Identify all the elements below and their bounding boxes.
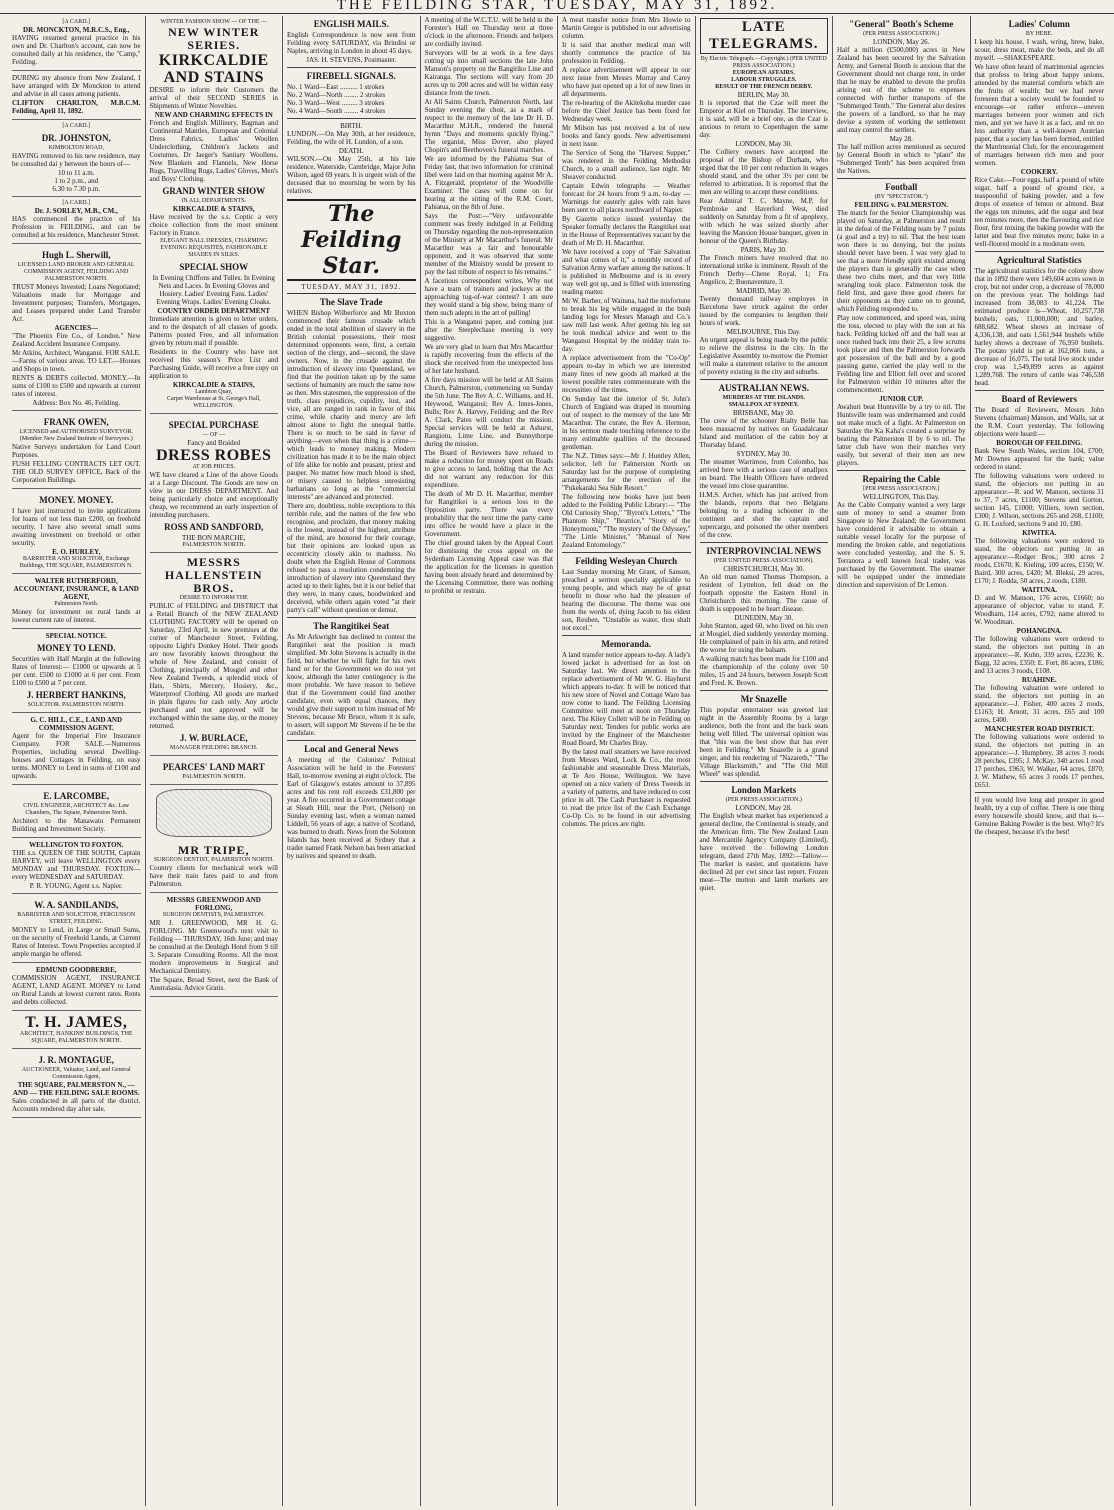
section-subhead: POHANGINA. [1016,627,1062,635]
section-heading: INTERPROVINCIAL NEWS [706,546,822,556]
card-address: KIMBOLTON ROAD, [48,145,104,151]
dateline: May 28. [889,135,913,143]
ad-name: MONEY TO LEND. [36,643,116,653]
news-item: The Service of Song the "Harvest Supper," was rendered in the Feilding Methodist Church, to a small audience, last night. Mr Sheaver conducted. [562,149,691,181]
article-heading: Memoranda. [601,639,652,649]
ad-brand: MESSRS HALLENSTEIN BROS. [164,555,263,595]
column-5 [558,16,696,1506]
dateline: DUNEDIN, May 30. [734,614,794,622]
card-name: DR. MONCKTON, M.R.C.S., Eng., [23,26,130,34]
news-item: A replace advertisement from the "Co-Op" appears to-day in which we are interested many lines of new goods all marked at the lowest possible rates commensurate with the necessities of the times. [562,354,691,394]
section-subhead: RESULT OF THE FRENCH DERBY. [715,84,813,90]
ad-subhead: ELEGANT BALL DRESSES, CHARMING EVENING REQUISITES, FASHIONABLE SHADES IN SILKS. [160,238,268,258]
ad-text: RENTS & DEBTS collected. MONEY.—In sums of £100 to £500 and upwards at current rates of interest. [12,374,141,398]
signal-row: No. 1 Ward—East .......... 1 strokes [287,83,385,91]
card-label: [A CARD.] [62,200,91,206]
news-item: The steamer Warrimoo, from Colombo, has arrived here with a serious case of smallpox on board. The Health Officers have ordered the vessel into close quarantine. [699,458,828,490]
ad-brand: MESSRS GREENWOOD AND FORLONG, [166,896,261,912]
dateline: SYDNEY, May 30. [736,450,791,458]
article-text: We have often heard of matrimonial agencies that profess to bring about happy unions, attended by the material comforts which are the fruits of wealth; but we had never foreseen that a society would be founded to encourage—or rather enforce—uneven marriages between poor women and rich men, and yet we have it as a fact, and on no less authority than a well-known Austrian paper, that a society has been formed, entitled the Matrimonial Club, for the encouragement of marriages between rich men and poor women. [974,63,1104,167]
ad-address: Lambton Quay, [195,389,233,395]
ad-name: E. O. HURLEY, [52,548,101,556]
article-heading: Football [885,182,918,192]
dateline: WELLINGTON, This Day. [862,493,940,501]
ad-sandilands [12,894,141,963]
ad-tripe [150,841,279,893]
ad-address: The Square, Broad Street, next the Bank of Australasia. Advice Gratis. [149,976,278,992]
ad-johnston [12,120,141,197]
ad-kirkcaldie-show [150,16,279,414]
dateline: BERLIN, May 30. [737,91,790,99]
ad-lend [12,629,141,713]
news-item: A walking match has been made for £100 and the championship of the colony over 50 miles, 15 and 24 hours, between Joseph Scott and Fred. K. Brown. [699,655,828,687]
ad-name: W. A. SANDILANDS, [34,900,119,910]
ad-text: Country clients for mechanical work will have their train fares paid to and from Palmerston. [149,864,278,888]
card-label: [A CARD.] [62,19,91,25]
article-heading: London Markets [731,785,797,795]
ad-text: In Evening Chiffons and Tulles. In Evening Nets and Laces. In Evening Gloves and Hosiery. Ladies' Evening Fans. Ladies' Evening Wraps. Ladies' Evening Cloaks. [152,274,275,306]
ad-subhead: — OF — [202,432,226,438]
news-item: Rear Admiral T. C. Mayne, M.P. for Pembroke and Haverford West, died suddenly on Saturday from a fit of apoplexy, with which he was seized shortly after leaving the Mansion House banquet, given in honour of the Queen's Birthday. [699,197,828,245]
article-text: As the Cable Company wanted a very large sum of money to send a steamer from Singapore to New Zealand; the Government have considered it advisable to obtain a suitable vessel locally for the purpose of mending the broken cable, and negotiations were concluded yesterday, and the S. S. Terranora a well known local trader, was purchased by the Government. The steamer will be equipped under the immediate direction and supervision of Dr Lemon. [837,501,966,589]
section-subhead: BOROUGH OF FEILDING. [996,439,1083,447]
section-subhead: [PER PRESS ASSOCIATION.] [863,486,940,492]
dateline: MELBOURNE, This Day. [726,328,801,336]
ad-address: BARRISTER AND SOLICITOR, FERGUSSON STREET, FEILDING. [17,912,136,925]
ad-subhead: SPECIAL NOTICE. [45,632,107,640]
ad-text: Architect to the Manawatu Permanent Building and Investment Society. [12,817,141,833]
news-item: Twenty thousand railway employes in Barcelona have struck against the order issued by the companies to lengthen their hours of work. [699,295,828,327]
ad-monckton [12,16,141,71]
ad-headline: NEW WINTER SERIES. [168,25,260,52]
ad-hill [12,713,141,785]
article-sign: JAS. H. STEVENS, Postmaster. [306,56,397,64]
section-subhead: LABOUR STRUGGLES. [731,77,797,83]
ad-text: Immediate attention is given to letter orders, and to the despatch of all classes of goods. Patterns posted Free, and all information given by return mail if possible. [149,315,278,347]
article-text: The following valuations were ordered to stand, the objectors not putting in an appearance:—J. Humphrey, 38 acres 3 roods 28 perches, £395; J. McKay, 340 acres 1 rood 17 perches, £963; W. Walker, 64 acres, £870; J. W. Mathew, 65 acres 3 roods 17 perches, £653. [974,733,1104,789]
card-text: HAS commenced the practice of his Profession in FEILDING, and can be consulted at his residence, Manchester Street. [12,215,141,239]
ad-sherwill [12,244,141,411]
ad-sorley [12,197,141,244]
article-text: The following valuation were ordered to stand, the objectors not putting in an appearance:—J. Fisher, 400 acres 2 roods, £1163; H. Arnott, 31 acres, £65 and 100 acres, £400. [974,684,1104,724]
ad-greenwood [150,893,279,997]
ad-sign: MANAGER FEILDING BRANCH. [169,745,258,751]
article-heading: Agricultural Statistics [996,255,1082,265]
column-6 [696,16,834,1506]
ad-text: "The Phoenix Fire Co., of London." New Zealand Accident Insurance Company. [12,332,141,348]
news-item: We are very glad to learn that Mrs Macarthur is rapidly recovering from the effects of the shock she received from the unexpected loss of her late husband. [424,343,553,375]
section-banner: LATE TELEGRAMS. [700,18,829,54]
ad-larcombe [12,785,141,838]
ad-name: WELLINGTON TO FOXTON. [29,841,124,849]
article-text: The following valuations were ordered to stand, the objectors not putting in an appearance:—Rodger Bros.; 300 acres 2 roods, £1670; K. Kieling, 100 acres, £150; W. Baird, 300 acres, £420; M. Bleksi, 29 acres, £170; J. Rodda, 50 acres, 2 roods, £180. [974,537,1104,585]
dateline: LONDON, May 30. [735,140,792,148]
section-heading: ENGLISH MAILS. [313,19,389,29]
article-text: As Mr Arkwright has declined to contest the Rangitikei seat the position is much simplified. Mr John Stevens is actually in the field, but whether he will fight for his own hand or for the Government we do not yet know, although the latter contingency is the more probable. We have reason to believe that if the Government could find another candidate, even with equal chances, they would give their support to him instead of Mr Stevens, because Mr Bruce, whom it is safe, to assert, will support Mr Stevens if he be the candidate. [287,633,416,737]
hours-line: 10 to 11 a.m. [58,169,95,177]
ad-subhead: GRAND WINTER SHOW [162,186,266,196]
news-item: Says the Post:—"Very unfavourable comment was freely indulged in at Feilding on Thursday regarding the non-representation of the Ministry at Mr Macarthur's funeral. Mr Macarthur was a fair and honourable opponent, and it was observed that some member of the Ministry would be present to pay the last tribute of respect to his remains." [424,212,553,276]
news-item: It is said that another medical man will shortly commence the practice of his profession in Feilding. [562,41,691,65]
ad-subhead: IN ALL DEPARTMENTS. [181,198,247,204]
article-text: A land transfer notice appears to-day. A lady's lowed jacket is advertised for as lost on Saturday last. We direct attention to the replace advertisement of Mr W. G. Hayhurst which appears to-day. It will be noticed that his new store of Novel and Cottage Ware has now come to hand. The Feilding Licensing Committee will meet at noon on Thursday next. The Kiley Collett will be in Feilding on Saturday next. Tenders for public works are invited by the Engineer of the Manchester Road Board, Mr Charles Bray. [562,651,691,747]
ad-address: Address: Box No. 46, Feilding. [32,399,121,407]
ad-name: EDMUND GOODBERRE, [35,966,117,974]
ad-text: Residents in the Country who have not received this season's Price List and Purchasing Guide, will receive a free copy on application to [149,348,278,380]
card-label: [A CARD.] [62,123,91,129]
news-item: Surveyors will be at work in a few days cutting up into small sections the late John Manson's property on the Rangitiko Line and Kairanga. The sections will vary from 20 acres up to 200 acres and will be within easy distance from the town. [424,49,553,97]
dateline: BRISBANE, May 30. [733,409,795,417]
ad-brand: KIRKCALDIE AND STAINS [158,52,269,86]
article-text: The Board of Reviewers, Messrs John Stevens (chairman) Manson, and Walls, sat at the R.M. Court yesterday. The following objections were heard:— [974,406,1104,438]
ad-text: THE s.s. QUEEN OF THE SOUTH, Captain HARVEY, will leave WELLINGTON every MONDAY and THURSDAY. FOXTON—every WEDNESDAY and SATURDAY. [12,849,141,881]
news-item: A replace advertisement will appear in our next issue from Messrs Murray and Carey who have just opened up a lot of new lines in all departments. [562,66,691,98]
paper-date: TUESDAY, MAY 31, 1892. [287,283,416,294]
article-text: A meeting of the Colonists' Political Association will be held in the Foresters' Hall, to-morrow evening at eight o'clock. The Earl of Glasgow's estates amount to 37,895 acres and his rent roll exceeds £31,800 per year. A fire occurred in a Government cottage at Sleath Hill, near the Port, (Nelson) on Sunday evening last, when a woman named Liddell, 56 years of age, a native of Scotland, was burned to death. News from the Solomon Islands has been received at Sydney that a trader named Frank Nelson has been attacked by natives and speared to death. [287,756,416,860]
ad-text: DESIRE to inform their Customers the arrival of their SECOND SERIES in Shipments of Winter Novelties. [149,86,278,110]
ad-subhead: WINTER FASHION SHOW — OF THE — [160,19,268,25]
section-heading: BIRTH. [340,122,363,130]
article-text: Awahuri beat Huntsville by a try to nil. The Huntsville team was undermanned and could not make much of a fight. At Palmerston on Saturday the Ka Kaha's created a surprise by beating the Palmerston II by 6 to nil. The latter club have won their matches very easily, but several of their men are new players. [837,403,966,467]
article-heading: The Slave Trade [319,297,383,307]
news-item: A fire days mission will be held at All Saints Church, Palmerston, commencing on Sunday the 5th June. The Rev A. C. Williams, and H. Heywood, Wanganui; Rev A. Innes-Jones, Bulls; Rev A. Harvey, Feilding; and the Rev A. Clark, Pates will conduct the mission. Special services will be held at Ashurst, Rangiotu, Lime Line, and Bunnythorpe during the mission. [424,376,553,448]
article-text: WHEN Bishop Wilberforce and Mr Buxton commenced their famous crusade which ended in the total abolition of slavery in the British colonial possessions, their most determined opponents were, first, a certain section of the clergy, and—second, the slave owners. Now, in the crusade against the introduction of slavery into Queensland, we find that the position taken up by the same sections of humanity are much the same now as then. Mrs statesmen, the suppression of the truth, class prejudices, cupidity, lust, and vice, all are ranged in rank in favor of this crime, while charity and mercy are left almost alone to fight the unequal battle. There is so much to be said in favor of anything—even when that thing is a crime—which leads to money making. Modern civilization has made it to be the main object of life alike for noble and peasant, priest and pauper. No matter how much blood is shed, or misery caused to helpless unresisting barbarians so long as the "commercial interests" are advanced and protected. [287,309,416,501]
ad-address: THE SQUARE, PALMERSTON N., — AND — THE FEILDING SALE ROOMS. [12,1081,140,1097]
news-item: We have received a copy of "Fair Salvation and what comes of it," a monthly record of Salvation Army warfare among the nations. It is published in Melbourne and is in every way well got up, and is filled with interesting reading matter. [562,248,691,296]
news-item: An old man named Thomas Thompson, a resident of Lyttelton, fell dead on the footpath opposite the Eastern Hotel in Christchurch this morning. The cause of death is supposed to be heart disease. [699,573,828,613]
ad-charlton [12,71,141,120]
ad-name: FRANK OWEN, [43,417,109,427]
ad-name: G. C. HILL, C.E., LAND AND COMMISSION AGENT. [30,716,123,732]
column-3 [283,16,421,1506]
article-heading: Local and General News [304,744,399,754]
section-subhead: MANCHESTER ROAD DISTRICT. [984,725,1094,733]
ad-title: SURGEON DENTIST, PALMERSTON NORTH. [153,857,274,863]
news-item: Captain Edwin telegraphs — Weather forecast for 24 hours from 9 a.m. to-day — Warnings for easterly gales with rain have been sent to all places northward of Napier. [562,182,691,214]
article-text: LUNDON.—On May 30th, at her residence, Feilding, the wife of H. Lundon, of a son. [287,130,416,146]
ad-title: SOLICITOR. PALMERSTON NORTH. [27,702,125,708]
ad-text: French and English Millinery, Bagman and Continental Mantles, European and Colonial Dress Fabrics, Ladies' Woollen Underclothing, Children's Jackets and Costumes, Dr Jaeger's Sanitary Woollens, New Blankets and Flannels, New Horse Rugs, Travelling Rugs, Ladies' Gloves, Men's and Boys' Clothing. [149,119,278,183]
ad-foxton [12,838,141,894]
section-subhead: KIWITEA. [1022,529,1057,537]
newspaper-columns [8,16,1108,1506]
article-heading: Ladies' Column [1008,19,1070,29]
ad-subhead: SPECIAL SHOW [179,262,249,272]
ad-james [12,1011,141,1049]
article-text: WILSON.—On May 25th, at his late residence, Waterside, Cambridge, Major John Wilson, aged 69 years. It is urgent wish of the deceased that no mourning be worn by his relatives. [287,155,416,195]
ad-name: J. HERBERT HANKINS, [26,690,126,700]
news-item: At All Saints Church, Palmerston North, last Sunday evening the choir, as a mark of respect to the memory of the late Dr H. D. Macarthur M.H.R., rendered the funeral hymn "Days and moments quickly flying." The organist, Miss Dover, also played Chopin's and Beethoven's funeral marches. [424,98,553,154]
column-2 [146,16,284,1506]
news-item: The French miners have resolved that no international strike is imminent. Result of the French Derby—Chene Royal, 1; Fra Angelico, 2; Buonaventure, 3. [699,254,828,286]
ad-brand: KIRKCALDIE & STAINS, [172,205,255,213]
ad-text: FUSH FELLING CONTRACTS LET OUT. THE OLD SURVEY OFFICE, Back of the Corporation Buildings. [12,460,141,484]
news-item: The death of Mr D. H. Macarthur, member for Rangitikei is a serious loss to the Opposition party. There was every probability that the next time the party came into office he would have a place in the Government. [424,490,553,538]
section-subhead: (PER UNITED PRESS ASSOCIATION). [713,558,814,564]
news-item: A meeting of the W.C.T.U. will be held in the Forester's Hall on Thursday next at three o'clock in the afternoon. Friends and helpers are cordially invited. [424,16,553,48]
news-item: It is reported that the Czar will meet the Emperor at Kiel on Thursday. The interview, it is said, will be a brief one, as the Czar is anxious to return to Copenhagen the same day. [699,99,828,139]
dateline: PARIS, May 30. [740,246,787,254]
ad-text: MONEY to Lend, in Large or Small Sums, on the security of Freehold Lands, at Current Rates of Interest. Town Properties accepted if ample margin be offered. [12,926,141,958]
article-text: The following valuations were ordered to stand, the objectors not putting in an appearance:—R. Kuhn, 339 acres, £2236; K. Bagg, 32 acres, £350; E. Fort, 86 acres, £186; and 13 acres 3 roods, £108. [974,635,1104,675]
ad-brand: PEARCES' LAND MART [162,762,265,772]
article-text: The English wheat market has experienced a general decline, the Continental is steady, and the American firm. The New Zealand Loan and Mercantile Agency Company (Limited), have received the following London telegram, dated 27th May, 1892:—Tallow—The market is easier, and quotations have declined 2d per cwt since last report. Frozen meat—The mutton and lamb markets are quiet. [699,812,828,892]
ad-pearce [150,756,279,785]
ad-subhead: AGENCIES— [54,324,99,332]
section-subhead: WAITUNA. [1021,586,1058,594]
article-text: If you would live long and prosper in good health, try a cup of coffee. There is one thing every housewife should know, and that is—Genuine Baking Powder is the best. Why? It's the cheapest, because it's the best! [974,796,1104,836]
article-text: Half a million (£500,000) acres in New Zealand has been secured by the Salvation Army, and General Booth is anxious that the Government should not charge rent, in order that he may be enabled to devote the profits arising out of the scheme to expenses connected with further transports of the "Submerged Tenth." The General also desires the powers of a landlord, so that he may devise a system of working the settlement and may control the settlers. [837,46,966,134]
ad-address: PALMERSTON NORTH. [182,774,246,780]
ad-headline: DRESS ROBES [156,447,272,464]
signal-row: No. 3 Ward—West ......... 3 strokes [287,99,385,107]
news-item: This is a Wanganui paper, and coming just after the Steeplechase meeting is very suggestive. [424,318,553,342]
ad-brand: MR TRIPE, [178,843,250,857]
news-item: H.M.S. Archer, which has just arrived from the Islands, reports that two Belgians belonging to a trading schooner in the continent and shot the captain and supercargo, and poisoned the other members of the crew. [699,491,828,539]
ad-text: Securities with Half Margin at the following Rates of Interest:— £1000 or upwards at 5 per cent. £500 to £1000 at 6 per cent. From £100 to £500 at 7 per cent. [12,655,141,687]
hours-line: 6.30 to 7.30 p.m. [52,185,101,193]
article-heading: Feilding Wesleyan Church [575,556,678,566]
signal-row: No. 2 Ward—North ........ 2 strokes [287,91,386,99]
ad-text: TRUST Moneys Invested; Loans Negotiated; Valuations made for Mortgage and Investment purposes; Transfers, Mortgages, and Leases prepared under Land Transfer Act. [12,283,141,323]
card-text: HAVING removed to his new residence, may be consulted dai y between the hours of— [12,152,141,168]
article-heading: Mr Snazelle [740,694,787,704]
column-8 [971,16,1109,1506]
ad-name: E. LARCOMBE, [43,791,110,801]
ad-title: LICENSED and AUTHORISED SURVEYOR. (Member New Zealand Institute of Surveyors.) [19,429,134,442]
article-text: Play now commenced, and speed was, using the toss, elected to play with the sun at his back. Feilding kicked off and the ball was at once rushed back into their 25, a few scrums took place and then the Palmerston forwards got possession of the ball and by a good passing game, carried the play well to the Feilding line and Elliott fell over and scored for Palmerston within 10 minutes after the commencement. [837,314,966,394]
section-subhead: COOKERY. [1020,168,1058,176]
article-text: English Correspondence is now sent from Feilding every SATURDAY, via Brindisi or Naples, arriving in London in about 45 days. [287,31,416,55]
ad-text: Money for investment on rural lands at lowest current rate of interest. [12,608,141,624]
ad-subhead: Fancy and Braided [187,439,241,447]
news-item: The following new books have just been added to the Feilding Public Library:— "The Old Curiosity Shop," "Byron's Letters," "The Phantom Ship," "Beatrice," "Story of the Honeymoon," "The mystery of the Odyssey," "The Little Minister," "Manual of New Zealand Entomology." [562,493,691,549]
ad-name: WALTER RUTHERFORD, ACCOUNTANT, INSURANCE, & LAND AGENT, [13,577,139,601]
ad-text: MR J. GREENWOOD, MR H. G. FORLONG. Mr Greenwood's next visit to Feilding — THURSDAY, 16th June; and may be consulted at the Denbigh Hotel from 9 till 3. Separate Consulting Rooms. All the most modern improvements in Surgical and Mechanical Dentistry. [149,919,278,975]
ad-bon-marche [150,414,279,553]
section-subhead: FEILDING v. PALMERSTON. [854,201,948,209]
news-item: On Sunday last the interior of St. John's Church of England was draped in mourning out of respect to the memory of the late Mr Macarthur. The curate, the Rev A. Hermon, in his sermon made touching reference to the many estimable qualities of the deceased gentleman. [562,395,691,451]
column-7 [833,16,971,1506]
news-item: A meat transfer notice from Mrs Howie to Martin Gregor is published in our advertising column. [562,16,691,40]
column-1 [8,16,146,1506]
ad-name: T. H. JAMES, [25,1014,128,1031]
ad-subhead: NEW AND CHARMING EFFECTS IN [154,111,273,119]
ad-text: I have just instructed to invite applications for loans of not less than £200, on freehold security. I have also several small sums awaiting investment on freehold or other security. [12,507,141,547]
news-item: John Stanton, aged 60, who lived on his own at Mosgiel, died suddenly yesterday morning. He complained of pain in his arm, and retired the worse for using the balsam. [699,622,828,654]
article-heading: The Rangitikei Seat [313,621,390,631]
news-item: The re-hearing of the Akitekoha murder case before the Chief Justice has been fixed for Wednesday week. [562,99,691,123]
section-heading: DEATH. [338,147,364,155]
ad-montague [12,1049,141,1118]
section-subhead: RUAHINE. [1021,676,1057,684]
article-text: By the latest mail steamers we have received from Messrs Ward, Lock & Co., the most fashionable and seasonable Dress Materials, at Te Aro House, Wellington. We have opened on a nice variety of Dress Tweeds in a variety of patterns, and have reduced to cost price in all. The Cash Purchaser is requested to read the price list of the Cash Exchange Co-Op Co. to be found in our advertising columns. The prices are right. [562,748,691,828]
ad-sign: J. W. BURLACE, [179,733,248,743]
masthead: THE FEILDING STAR, TUESDAY, MAY 31, 1892. [0,0,1114,14]
ad-text: WE have cleared a Line of the above Goods at a Large Discount. The Goods are now on view in our DRESS DEPARTMENT. And being particularly choice and exceptionally cheap, we recommend an early inspection of intending purchasers. [149,471,278,519]
article-heading: Repairing the Cable [862,474,940,484]
section-subhead: SMALLPOX AT SYDNEY. [728,402,799,408]
article-text: I keep his house, I wash, wring, brew, bake, scour, dress meat, make the beds, and do all myself. —SHAKESPEARE. [974,38,1104,62]
news-item: The N.Z. Times says:—Mr J. Huntley Allen, solicitor, left for Palmerston North on Saturday last for the purpose of completing arrangements for the erection of the "Pukekaraki Sea Side Resort." [562,452,691,492]
column-4 [421,16,559,1506]
ad-text: COMMISSION AGENT, INSURANCE AGENT, LAND AGENT. MONEY to Lend on Rural Lands at lowest current rates. Rents and debts collected. [12,974,141,1006]
dateline: LONDON, May 26. [873,38,930,46]
ad-hallenstein [150,553,279,756]
ad-address: Palmerston North. [54,601,99,607]
ad-title: SURGEON DENTISTS, PALMERSTON. [162,912,265,918]
ad-subhead: AT JOB PRICES. [192,464,236,470]
section-subhead: JUNIOR CUP. [879,395,924,403]
ad-owen [12,411,141,489]
article-text: Bank New South Wales, section 104, £700; Mr Downes appeared for the bank; value ordered to stand. [974,447,1104,471]
section-subhead: (BY "SPECTATOR.") [874,194,928,200]
section-subhead: BY HEBE. [1025,31,1053,37]
article-text: Rice Cake.—Four eggs, half a pound of white sugar, half a pound of ground rice, a teaspoonful of baking powder, and a few drops of essence of lemon or almond. Beat the eggs ten minutes, add the sugar and beat ten minutes more, then the flavouring and rice flour, first mixing the baking powder with the latter and beat five minutes more; bake in a well-floured mould in a moderate oven. [974,176,1104,248]
ad-rutherford [12,574,141,629]
ad-title: CIVIL ENGINEER, ARCHITECT &c. Law Chambers, The Square, Palmerston North. [23,803,130,816]
ad-name: MONEY. MONEY. [39,495,114,505]
ad-address: PALMERSTON NORTH. [182,542,246,548]
ad-brand: KIRKCALDIE & STAINS, [172,381,255,389]
ad-text: Have received by the s.s. Coptic a very choice collection from the most eminent Factory in France. [149,213,278,237]
hours-line: 1 to 2 p.m., and [54,177,99,185]
article-text: The following valuations were ordered to stand, the objectors not putting in an appearance:—R. and W. Manson, sections 31 to 37, 7 acres, £1100; Stevens and Gorton, section 145, £1000; Villiers, town section, £300; J. Wilson, sections 265 and 268, £1100; G. H. Loxford, sections 9 and 10, £80. [974,472,1104,528]
article-text: The half million acres mentioned as secured by General Booth in which to "plant" the "Submerged Tenth" has been acquired from the Natives. [837,143,966,175]
article-text: The match for the Senior Championship was played on Saturday, at Palmerston and result in the defeat of the Feilding team by 7 points (a goal and a try) to nil. That the best team won there is no denying, but the points should never have been. I was very glad to see that a more friendly spirit existed among the players than is generally the case when these two clubs meet, and that very little wrangling took place. Palmerston took the field first, and gave three good cheers for their opponents as they came on to ground, which Feilding responded to. [837,209,966,313]
news-item: An urgent appeal is being made by the public to relieve the distress in the city. In the Legislative Assembly to-morrow the Premier will make a statement relative to the amount of poverty existing in the city and suburbs. [699,336,828,376]
ad-title: ARCHITECT, HANKINS' BUILDINGS, THE SQUARE, PALMERSTON NORTH. [19,1031,133,1044]
news-item: A facetious correspondent writes, Why not have a team of trainers and jockeys at the approaching tug-of-war contest? I am sure they would stand a big show, being many of them such adepts in the art of pulling! [424,277,553,317]
section-subhead: (PER PRESS ASSOCIATION.) [725,797,802,803]
news-item: Mr W. Barber, of Waituna, had the misfortune to break his leg while engaged in the bush landing logs for Messrs Managh and Co.'s saw mill last week. After getting his leg set he took medical advice and went to the Wanganui Hospital by the midday train to-day. [562,297,691,353]
ad-brand: ROSS AND SANDFORD, [164,522,264,532]
ad-subhead: DESIRE TO INFORM THE [179,595,248,601]
ad-text: Sales conducted in all parts of the district. Accounts rendered day after sale. [12,1097,141,1113]
dateline: MADRID, May 30. [736,287,792,295]
paper-title: The Feilding Star. [287,199,416,281]
dateline: LONDON, May 28. [735,804,792,812]
section-heading: AUSTRALIAN NEWS. [718,383,810,393]
ad-address: Carpet Warehouse at St. George's Hall, WELLINGTON. [166,396,261,409]
section-subhead: (PER PRESS ASSOCIATION.) [863,31,940,37]
ad-brand: THE BON MARCHE, [181,534,246,542]
ad-subhead: COUNTRY ORDER DEPARTMENT [157,307,271,315]
ad-text: Mr Atkins, Architect, Wanganui. FOR SALE.—Farms of various areas. TO LET.—Houses and Shops in town. [12,349,141,373]
news-item: The Board of Reviewers have refused to make a reduction for money spent on Roads to give access to land, holding that the Act did not warrant any reduction for this expenditure. [424,449,553,489]
card-name: DR. JOHNSTON, [41,133,111,143]
ad-name: J. R. MONTAGUE, [38,1055,115,1065]
dateline: CHRISTCHURCH, May 30. [723,565,805,573]
article-text: There are, doubtless, noble exceptions to this terrible rule, and the names of the few who recognise, and proclaim, that money making is the lowest, instead of the highest, attribute of the mind, are honored for their courage, but their opinions are looked upon as eccentricity closely akin to madness. No doubt when the English House of Commons refused to pass a resolution condemning the introduction of slavery into Queensland they acted up to their lights, but it is our belief that they were, in many cases, hoodwinked and deceived, while others again voted "at their party's call" without question or demur. [287,502,416,614]
ad-goodberre [12,963,141,1011]
ad-title: AUCTIONEER, Valuator, Land, and General Commission Agent, [21,1067,131,1080]
card-name: Dr. J. SORLEY, M.B., CM., [34,207,118,215]
card-sign: CLIFTON CHARLTON, M.B.C.M. Feilding, April 11, 1892. [12,99,141,115]
article-heading: "General" Booth's Scheme [849,19,954,29]
news-item: The crew of the schooner Rialty Belle has been massacred by natives on Guadalcanar Island and mutilation of the cabin boy at Thursday Island. [699,417,828,449]
ad-name: Hugh L. Sherwill, [41,250,111,260]
ad-address: BARRISTER AND SOLICITOR, Exchange Buildings, THE SQUARE, PALMERSTON N. [19,556,133,569]
card-text: HAVING resumed general practice in his own and Dr. Charlton's account, can now be consulted daily at his residence, the "Camp," Feilding. [12,34,141,66]
section-subhead: EUROPEAN AFFAIRS. [732,70,795,76]
ad-text: Agent for the Imperial Fire Insurance Company. FOR SALE.—Numerous Properties, including several Dwelling-houses and Cottages in Feilding, on easy terms. MONEY to Lend in sums of £100 and upwards. [12,732,141,780]
ad-sign: P. R. YOUNG, Agent s.s. Napier. [29,882,123,890]
ad-subhead: SPECIAL PURCHASE [168,420,259,430]
article-text: The agricultural statistics for the colony show that in 1892 there were 149,604 acres sown in crop, but not under crop, a decrease of 78,000 on the previous year. The holdings had increased from 38,083 to 41,224. The estimated produce is—Wheat, 10,257,738 bushels; oats, 11,000,000; and barley, 688,682. Wheat shows an increase of 4,336,138, and oats 1,561,944 bushels while barley shows a decrease of 76,950 bushels. The potato yield is put at 162,066 tons, a decrease of 16,075. The total live stock under crop was 1,549,899 acres as against 1,289,768. The return of cattle was 746,538 head. [974,267,1104,387]
article-heading: Board of Reviewers [1001,394,1077,404]
section-heading: FIREBELL SIGNALS. [306,71,396,81]
section-subhead: MURDERS AT THE ISLANDS. [722,395,805,401]
news-item: Mr Milson has just received a lot of new books and fancy goods. New advertisement in next issue. [562,124,691,148]
article-text: D. and W. Manson, 176 acres, £1660; no appearance of objector, value to stand. F. Woodham, 114 acres, £792; name altered to W. Woodman. [974,594,1104,626]
news-item: The Colliery owners have accepted the proposal of the Bishop of Durham, who urged that the 10 per cent reduction in wages should stand, and the other 3½ per cent be referred to arbitration. It is reported that the men are willing to accept these conditions. [699,148,828,196]
card-text: DURING my absence from New Zealand, I have arranged with Dr Monckton to attend and advise in all cases among patients. [12,74,141,98]
news-item: The chief ground taken by the Appeal Court for dismissing the cross appeal on the Sydenham Licensing Appeal case was that the application for the licenses in question having been already heard and determined by the Licensing Committee, there was nothing to prohibit or restrain. [424,539,553,595]
ad-text: PUBLIC of FEILDING and DISTRICT that a Retail Branch of the NEW ZEALAND CLOTHING FACTORY will be opened on Saturday, 23rd April, in new premises at the corner of Manchester Street, Feilding, opposite Light's Donkey Hotel. Their goods are now favorably known throughout the whole of New Zealand, and consist of Clothing, principally of Mosgiel and other New Zealand Tweeds, a splendid stock of Hats, Shirts, Mercery, Hosiery, &c., Waterproof Clothing. All goods are marked in plain figures for cash only. Any article purchased and not approved will be exchanged within the same day, or the money returned. [149,602,278,730]
article-text: This popular entertainer was greeted last night in the Assembly Rooms by a large audience, both the front and the back seats being well filled. The universal opinion was that "this was the best show that has ever been in Feilding." Mr Snazelle is a grand singer, and his rendering of "Nazareth," "The Village Blacksmith," and "The Old Mill Wheel" was splendid. [699,706,828,778]
article-text: Last Sunday morning Mr Grant, of Sanson, preached a sermon specially applicable to young people, and which may be of great benefit to those who had the pleasure of hearing the discourse. The theme was one from the words of, dying Jacob to his eldest son, Reuben, "Unstable as water, thou shalt not excel." [562,568,691,632]
news-item: By Gazette notice issued yesterday the Speaker formally declares the Rangitikei seat in the House of Representatives vacant by the death of Mr D. H. Macarthur. [562,215,691,247]
ad-title: LICENSED LAND BROKER AND GENERAL COMMISSION AGENT, FEILDING AND PALMERSTON NORTH. [17,262,135,282]
news-item: We are informed by the Pahiatua Star of Friday last, that two information for criminal libel were laid on that morning against Mr A. A. Fitzgerald, proprietor of the Woodville Examiner. The cases will come on for hearing at the sitting of the R.M. Court, Pahiatua, on the 8th of June. [424,155,553,211]
section-subhead: By Electric Telegraph.—Copyright.) (PER UNITED PRESS ASSOCIATION.) [700,56,827,69]
ad-money [12,489,141,574]
engraving-teeth-illustration [156,789,273,837]
ad-text: Native Surveys undertaken for Land Court Purposes. [12,443,141,459]
signal-row: No. 4 Ward—South ........ 4 strokes [287,107,386,115]
